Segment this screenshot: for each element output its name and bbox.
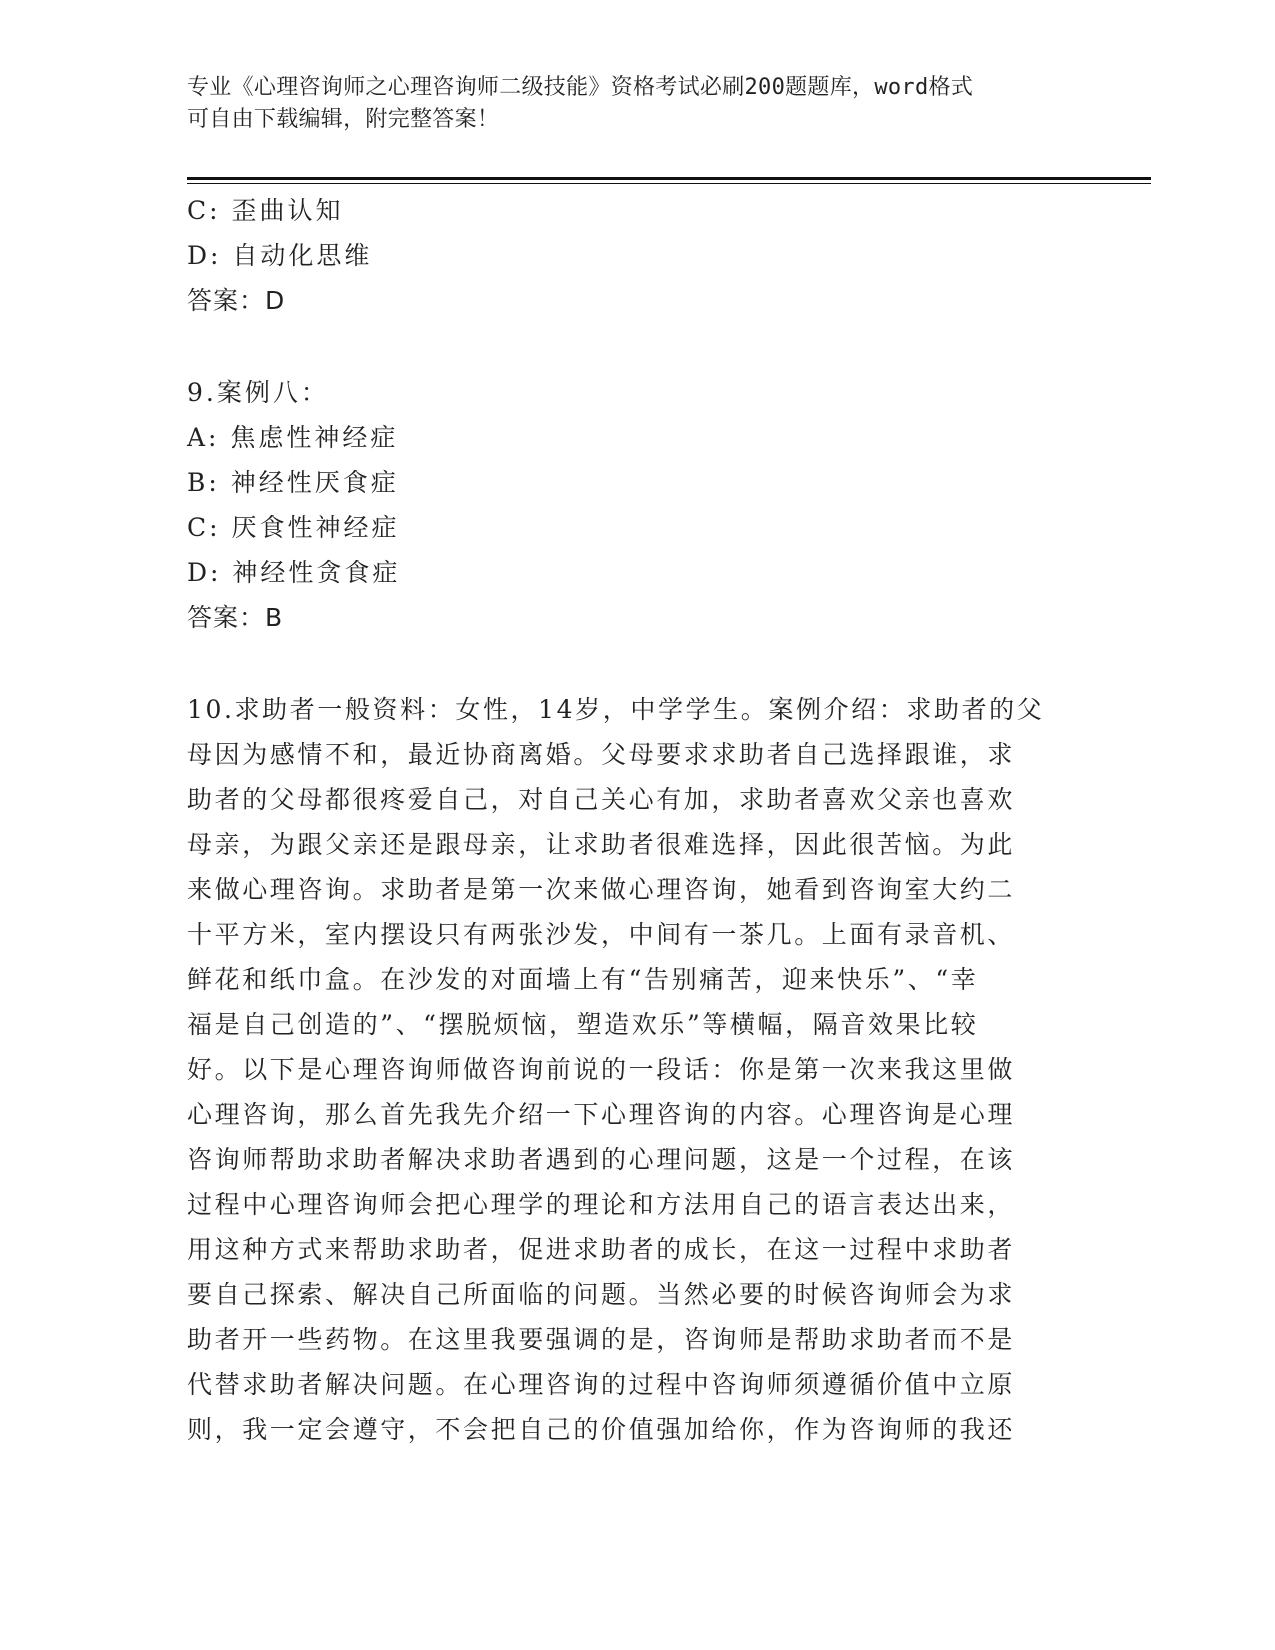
q10-line: 代替求助者解决问题。在心理咨询的过程中咨询师须遵循价值中立原: [187, 1370, 1016, 1399]
header-divider-thin: [187, 183, 1151, 184]
q10-line: 十平方米，室内摆设只有两张沙发，中间有一茶几。上面有录音机、: [187, 920, 1016, 949]
q10-line: 心理咨询，那么首先我先介绍一下心理咨询的内容。心理咨询是心理: [187, 1100, 1016, 1129]
q9-option-c: C: 厌食性神经症: [187, 513, 400, 542]
q8-answer: 答案：D: [187, 286, 286, 315]
q9-option-a: A: 焦虑性神经症: [187, 423, 399, 452]
q10-line: 鲜花和纸巾盒。在沙发的对面墙上有“告别痛苦，迎来快乐”、“幸: [187, 965, 979, 994]
header-divider-thick: [187, 177, 1151, 180]
q10-line: 过程中心理咨询师会把心理学的理论和方法用自己的语言表达出来，: [187, 1190, 1016, 1219]
q8-option-d: D: 自动化思维: [187, 241, 373, 270]
q10-line: 用这种方式来帮助求助者，促进求助者的成长，在这一过程中求助者: [187, 1235, 1016, 1264]
q10-line: 咨询师帮助求助者解决求助者遇到的心理问题，这是一个过程，在该: [187, 1145, 1016, 1174]
q10-line: 助者开一些药物。在这里我要强调的是，咨询师是帮助求助者而不是: [187, 1325, 1016, 1354]
q10-paragraph: [187, 687, 1087, 1452]
q10-line: 福是自己创造的”、“摆脱烦恼，塑造欢乐”等横幅，隔音效果比较: [187, 1010, 979, 1039]
q10-line: 则，我一定会遵守，不会把自己的价值强加给你，作为咨询师的我还: [187, 1415, 1016, 1444]
q10-line: 来做心理咨询。求助者是第一次来做心理咨询，她看到咨询室大约二: [187, 875, 1016, 904]
q8-option-c: C: 歪曲认知: [187, 196, 344, 225]
q9-stem: 9.案例八：: [187, 378, 329, 407]
header-title-line-1: 专业《心理咨询师之心理咨询师二级技能》资格考试必刷200题题库，word格式: [187, 75, 974, 100]
header-title-line-2: 可自由下载编辑，附完整答案！: [187, 107, 500, 132]
document-body: [187, 188, 1087, 1452]
spacer: [187, 640, 1087, 687]
q9-option-b: B: 神经性厌食症: [187, 468, 399, 497]
spacer: [187, 323, 1087, 370]
q9-answer: 答案：B: [187, 603, 284, 632]
q10-line: 助者的父母都很疼爱自己，对自己关心有加，求助者喜欢父亲也喜欢: [187, 785, 1016, 814]
q10-line: 10.求助者一般资料：女性，14岁，中学学生。案例介绍：求助者的父: [187, 695, 1045, 724]
q10-line: 母亲，为跟父亲还是跟母亲，让求助者很难选择，因此很苦恼。为此: [187, 830, 1016, 859]
q10-line: 好。以下是心理咨询师做咨询前说的一段话：你是第一次来我这里做: [187, 1055, 1016, 1084]
q10-line: 要自己探索、解决自己所面临的问题。当然必要的时候咨询师会为求: [187, 1280, 1016, 1309]
q10-line: 母因为感情不和，最近协商离婚。父母要求求助者自己选择跟谁，求: [187, 740, 1016, 769]
document-header: [187, 72, 1087, 136]
q9-option-d: D: 神经性贪食症: [187, 558, 401, 587]
